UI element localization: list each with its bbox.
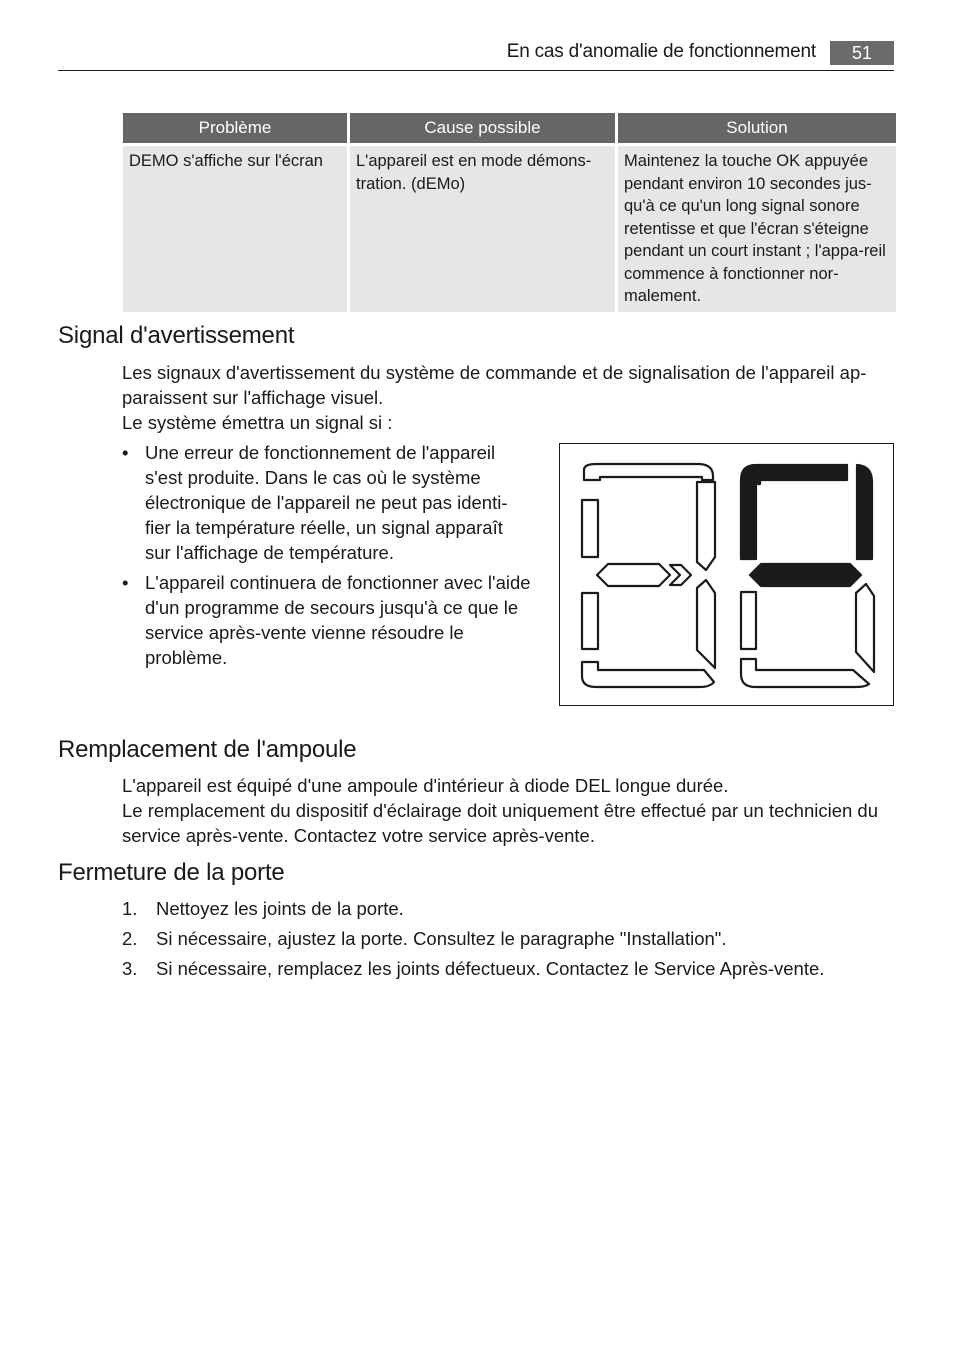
warning-lead: Le système émettra un signal si :	[122, 412, 393, 433]
section-heading-lamp-replacement: Remplacement de l'ampoule	[58, 736, 357, 763]
digit2-segment-lower-left	[741, 592, 756, 649]
list-item: 3. Si nécessaire, remplacez les joints défectueux. Contactez le Service Après-vente.	[122, 958, 825, 979]
section-heading-door-closing: Fermeture de la porte	[58, 859, 285, 886]
door-steps-list	[122, 896, 892, 986]
digit2-segment-bottom	[741, 659, 869, 687]
cell-problem: DEMO s'affiche sur l'écran	[123, 146, 347, 312]
warning-intro: Les signaux d'avertissement du système de commande et de signalisation de l'appareil ap-paraissent sur l'affichage visuel.	[122, 362, 867, 408]
lamp-line-1: L'appareil est équipé d'une ampoule d'intérieur à diode DEL longue durée.	[122, 775, 729, 796]
digit2-segment-top-lit	[741, 465, 847, 559]
digit1-segment-bottom	[582, 662, 714, 687]
lamp-line-2: Le remplacement du dispositif d'éclairage doit uniquement être effectué par un technicien du service après-vente. Contactez votre service après-vente.	[122, 800, 878, 846]
column-header-cause: Cause possible	[350, 113, 615, 143]
seven-segment-display-icon	[560, 444, 893, 705]
column-header-solution: Solution	[618, 113, 896, 143]
column-header-problem: Problème	[123, 113, 347, 143]
digit1-segment-upper-left	[582, 500, 598, 557]
segment-display-illustration	[559, 443, 894, 706]
digit1-segment-top	[584, 464, 713, 480]
table-row	[123, 146, 896, 312]
cell-cause: L'appareil est en mode démons-tration. (dEMo)	[350, 146, 615, 312]
digit1-segment-lower-left	[582, 593, 598, 649]
table-header-row	[123, 113, 896, 143]
list-item: 1. Nettoyez les joints de la porte.	[122, 898, 404, 919]
page-header	[58, 38, 894, 71]
section-heading-warning-signal: Signal d'avertissement	[58, 322, 295, 349]
list-item: 2. Si nécessaire, ajustez la porte. Consultez le paragraphe "Installation".	[122, 928, 727, 949]
troubleshooting-table	[120, 110, 899, 315]
list-item: • Une erreur de fonctionnement de l'appareil s'est produite. Dans le cas où le système électronique de l'appareil ne peut pas identi-fier la température réelle, un signal apparaît sur l'affichage de température.	[122, 442, 508, 563]
header-title: En cas d'anomalie de fonctionnement	[506, 41, 816, 62]
digit1-segment-middle	[597, 564, 670, 586]
cell-solution: Maintenez la touche OK appuyée pendant environ 10 secondes jus-qu'à ce qu'un long signal sonore retentisse et que l'écran s'éteigne pendant un court instant ; l'appa-reil commence à fonctionner nor-malement.	[618, 146, 896, 312]
page-number: 51	[830, 41, 894, 65]
digit1-segment-lower-right	[697, 580, 715, 668]
warning-bullet-list	[122, 440, 532, 675]
digit2-segment-upper-right-lit	[857, 465, 872, 559]
list-item: • L'appareil continuera de fonctionner avec l'aide d'un programme de secours jusqu'à ce que le service après-vente vienne résoudre le problème.	[122, 572, 531, 668]
digit1-segment-upper-right	[697, 482, 715, 570]
digit1-segment-middle-chevron	[670, 565, 691, 585]
digit2-segment-lower-right	[856, 584, 874, 672]
digit2-segment-middle-lit	[750, 564, 861, 586]
